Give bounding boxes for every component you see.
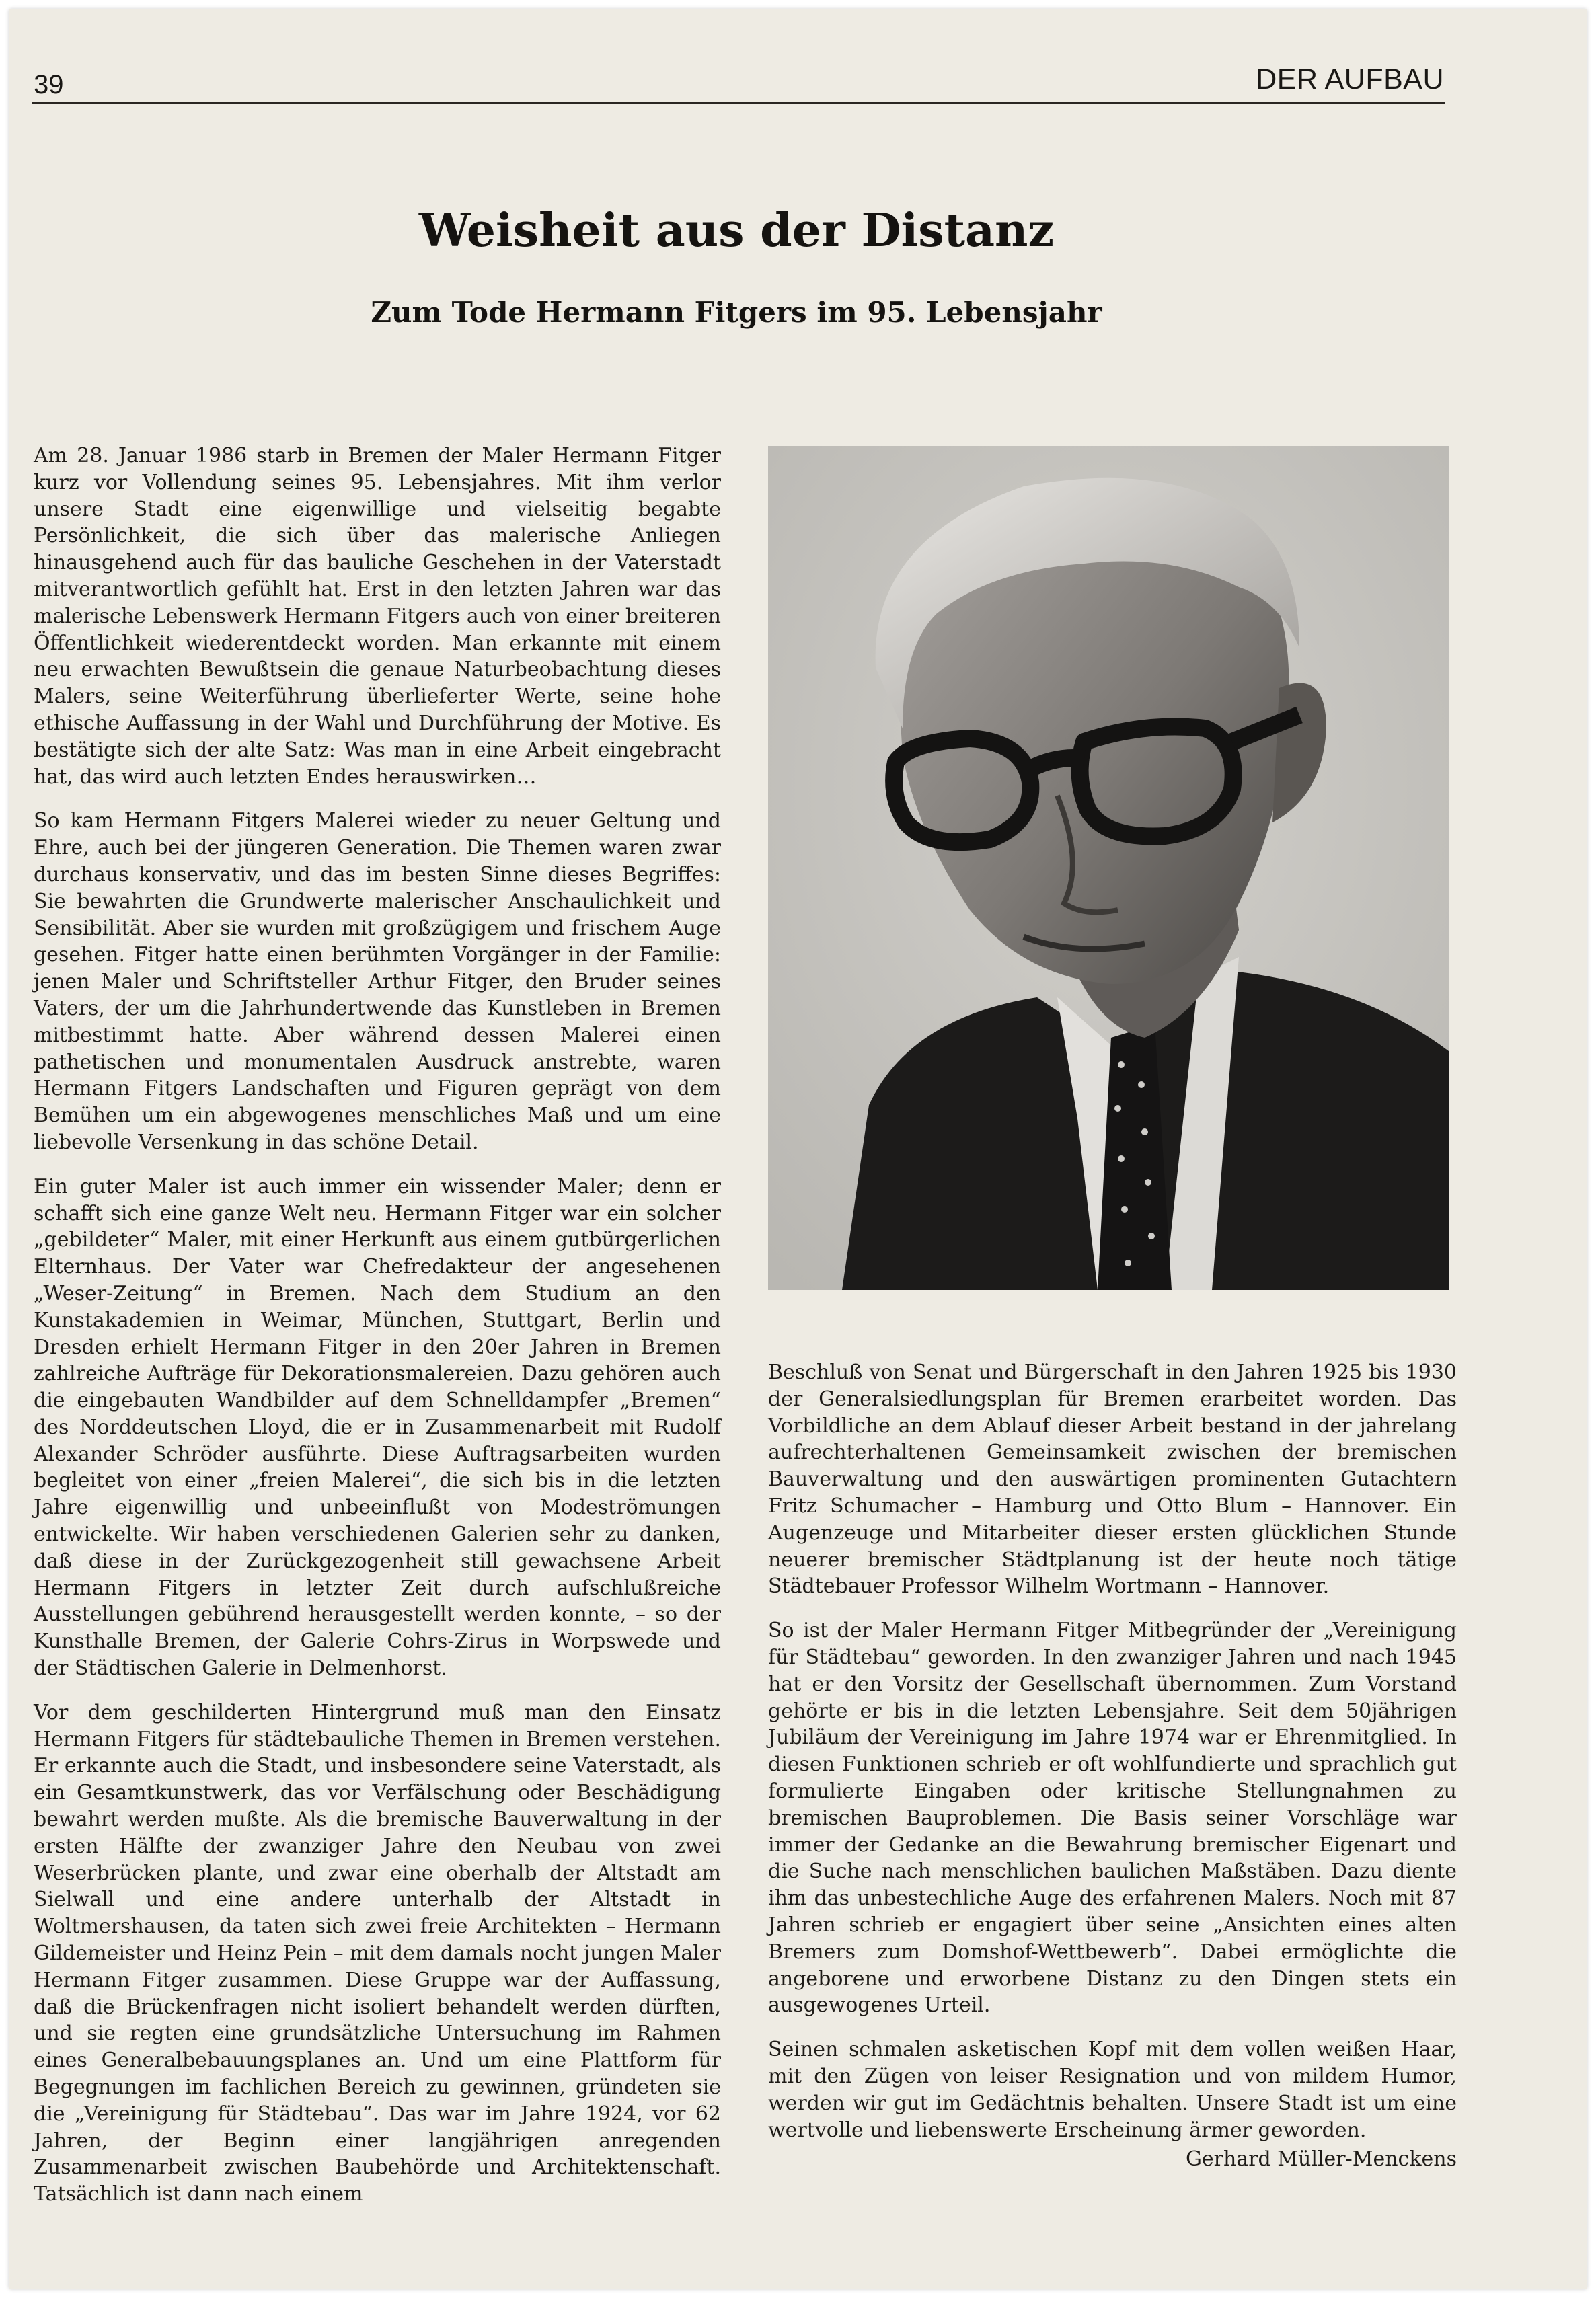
header-rule	[32, 102, 1445, 104]
portrait-photo	[768, 446, 1449, 1290]
article-title: Weisheit aus der Distanz	[418, 204, 1055, 258]
right-column	[768, 1359, 1457, 2173]
paragraph: Vor dem geschilderten Hintergrund muß man den Einsatz Hermann Fitgers für städtebauliche Themen in Bremen verstehen. Er erkannte auch die Stadt, und insbesondere seine Vaterstadt, als ein Gesamtkunstwerk, das vor Verfälschung oder Beschädigung bewahrt werden mußte. Als die bremische Bauverwaltung in der ersten Hälfte der zwanziger Jahre den Neubau von zwei Weserbrücken plante, und zwar eine oberhalb der Altstadt am Sielwall und eine andere unterhalb der Altstadt in Woltmershausen, da taten sich zwei freie Architekten – Hermann Gildemeister und Heinz Pein – mit dem damals nocht jungen Maler Hermann Fitger zusammen. Diese Gruppe war der Auffassung, daß die Brückenfragen nicht isoliert behandelt werden dürften, und sie regten eine grundsätzliche Untersuchung im Rahmen eines Generalbebauungsplanes an. Und um eine Plattform für Begegnungen im fachlichen Bereich zu gewinnen, gründeten sie die „Vereinigung für Städtebau“. Das war im Jahre 1924, vor 62 Jahren, der Beginn einer langjährigen anregenden Zusammenarbeit zwischen Baubehörde und Architektenschaft. Tatsächlich ist dann nach einem	[34, 1700, 721, 2207]
paragraph: So kam Hermann Fitgers Malerei wieder zu neuer Geltung und Ehre, auch bei der jüngeren Generation. Die Themen waren zwar durchaus konservativ, und das im besten Sinne dieses Begriffes: Sie bewahrten die Grundwerte malerischer Anschaulichkeit und Sensibilität. Aber sie wurden mit großzügigem und frischem Auge gesehen. Fitger hatte einen berühmten Vorgänger in der Familie: jenen Maler und Schriftsteller Arthur Fitger, den Bruder seines Vaters, der um die Jahrhundertwende das Kunstleben in Bremen mitbestimmt hatte. Aber während dessen Malerei einen pathetischen und monumentalen Ausdruck anstrebte, waren Hermann Fitgers Landschaften und Figuren geprägt von dem Bemühen um ein abgewogenes menschliches Maß und um eine liebevolle Versenkung in das schöne Detail.	[34, 809, 721, 1154]
article-subtitle: Zum Tode Hermann Fitgers im 95. Lebensjahr	[371, 296, 1102, 329]
paragraph: Seinen schmalen asketischen Kopf mit dem vollen weißen Haar, mit den Zügen von leiser Resignation und von mildem Humor, werden wir gut im Gedächtnis behalten. Unsere Stadt ist um eine wertvolle und liebenswerte Erscheinung ärmer geworden.	[768, 2038, 1457, 2142]
author-signature: Gerhard Müller-Menckens	[1185, 2147, 1457, 2172]
running-head: DER AUFBAU	[1256, 63, 1444, 95]
paragraph: Ein guter Maler ist auch immer ein wissender Maler; denn er schafft sich eine ganze Welt neu. Hermann Fitger war ein solcher „gebildeter“ Maler, mit einer Herkunft aus einem gutbürgerlichen Elternhaus. Der Vater war Chefredakteur der angesehenen „Weser-Zeitung“ in Bremen. Nach dem Studium an den Kunstakademien in Weimar, München, Stuttgart, Berlin und Dresden erhielt Hermann Fitger in den 20er Jahren in Bremen zahlreiche Aufträge für Dekorationsmalereien. Dazu gehören auch die eingebauten Wandbilder auf dem Schnelldampfer „Bremen“ des Norddeutschen Lloyd, die er in Zusammenarbeit mit Rudolf Alexander Schröder ausführte. Diese Auftragsarbeiten wurden begleitet von einer „freien Malerei“, die sich bis in die letzten Jahre eigenwillig und unbeeinflußt von Modeströmungen entwickelte. Wir haben verschiedenen Galerien sehr zu danken, daß diese in der Zurückgezogenheit still gewachsene Arbeit Hermann Fitgers in letzter Zeit durch aufschlußreiche Ausstellungen gebührend herausgestellt werden konnte, – so der Kunsthalle Bremen, der Galerie Cohrs-Zirus in Worpswede und der Städtischen Galerie in Delmenhorst.	[34, 1174, 721, 1681]
left-column	[34, 443, 721, 2208]
paragraph: Beschluß von Senat und Bürgerschaft in den Jahren 1925 bis 1930 der Generalsiedlungsplan für Bremen erarbeitet worden. Das Vorbildliche an dem Ablauf dieser Arbeit bestand in der jahrelang aufrechterhaltenen Gemeinsamkeit zwischen der bremischen Bauverwaltung und den auswärtigen prominenten Gutachtern Fritz Schumacher – Hamburg und Otto Blum – Hannover. Ein Augenzeuge und Mitarbeiter dieser ersten glücklichen Stunde neuerer bremischer Städtplanung ist der heute noch tätige Städtebauer Professor Wilhelm Wortmann – Hannover.	[768, 1361, 1457, 1599]
paragraph: Am 28. Januar 1986 starb in Bremen der Maler Hermann Fitger kurz vor Vollendung seines 95. Lebensjahres. Mit ihm verlor unsere Stadt eine eigenwillige und vielseitig begabte Persönlichkeit, die sich über das malerische Anliegen hinausgehend auch für das bauliche Geschehen in der Vaterstadt mitverantwortlich gefühlt hat. Erst in den letzten Jahren war das malerische Lebenswerk Hermann Fitgers auch von einer breiteren Öffentlichkeit wiederentdeckt worden. Man erkannte mit einem neu erwachten Bewußtsein die genaue Naturbeobachtung dieses Malers, seine Weiterführung überlieferter Werte, seine hohe ethische Auffassung in der Wahl und Durchführung der Motive. Es bestätigte sich der alte Satz: Was man in eine Arbeit eingebracht hat, das wird auch letzten Endes herauswirken…	[34, 444, 721, 789]
page-number: 39	[34, 70, 64, 100]
portrait-illustration	[768, 446, 1449, 1290]
paragraph: So ist der Maler Hermann Fitger Mitbegründer der „Vereinigung für Städtebau“ geworden. In den zwanziger Jahren und nach 1945 hat er den Vorsitz der Gesellschaft übernommen. Zum Vorstand gehörte er bis in die letzten Lebensjahre. Seit dem 50jährigen Jubiläum der Vereinigung im Jahre 1974 war er Ehrenmitglied. In diesen Funktionen schrieb er oft wohlfundierte und sprachlich gut formulierte Eingaben oder kritische Stellungnahmen zu bremischen Bauproblemen. Die Basis seiner Vorschläge war immer der Gedanke an die Bewahrung bremischer Eigenart und die Suche nach menschlichen baulichen Maßstäben. Dazu diente ihm das unbestechliche Auge des erfahrenen Malers. Noch mit 87 Jahren schrieb er engagiert über seine „Ansichten eines alten Bremers zum Domshof-Wettbewerb“. Dabei ermöglichte die angeborene und erworbene Distanz zu den Dingen stets ein ausgewogenes Urteil.	[768, 1619, 1457, 2018]
